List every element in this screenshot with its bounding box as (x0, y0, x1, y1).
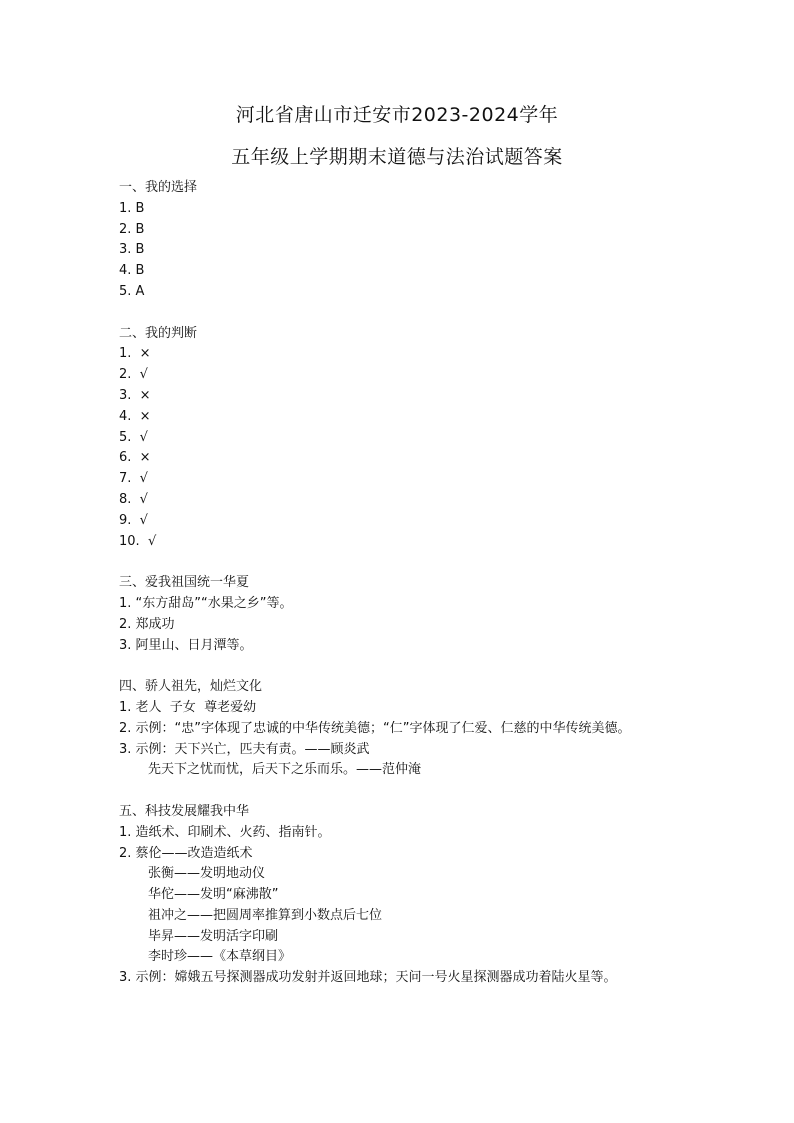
section-5-answer-2-match-4: 毕昇——发明活字印刷 (148, 928, 279, 944)
section-3-answer-3: 3. 阿里山、日月潭等。 (119, 637, 253, 653)
section-2-answer-6: 6. × (119, 450, 151, 466)
section-2-answer-7: 7. √ (119, 471, 148, 487)
section-5-answer-2-match-2: 华佗——发明“麻沸散” (148, 887, 279, 903)
section-3-answer-1: 1. “东方甜岛”“水果之乡”等。 (119, 595, 293, 611)
section-1-heading: 一、我的选择 (119, 180, 198, 195)
section-4-answer-3-continued: 先天下之忧而忧，后天下之乐而乐。——范仲淹 (148, 762, 422, 778)
section-2-answer-2: 2. √ (119, 367, 148, 383)
section-2-answer-10: 10. √ (119, 533, 157, 549)
section-4-answer-2: 2. 示例：“忠”字体现了忠诚的中华传统美德；“仁”字体现了仁爱、仁慈的中华传统美德。 (119, 720, 631, 736)
answer-body (119, 178, 679, 989)
section-4-answer-1: 1. 老人 子女 尊老爱幼 (119, 699, 257, 715)
section-1-answer-2: 2. B (119, 221, 145, 237)
spacer (119, 656, 679, 677)
section-2-answer-4: 4. × (119, 408, 151, 424)
section-3-heading: 三、爱我祖国统一华夏 (119, 575, 250, 591)
section-2-answer-5: 5. √ (119, 429, 148, 445)
spacer (119, 303, 679, 324)
section-1-answer-3: 3. B (119, 242, 145, 258)
section-2-answer-9: 9. √ (119, 512, 148, 528)
section-2-answer-8: 8. √ (119, 491, 148, 507)
spacer (119, 781, 679, 802)
section-5-answer-2: 2. 蔡伦——改造造纸术 (119, 845, 253, 861)
document-title-line-1: 河北省唐山市迁安市2023-2024学年 (235, 104, 559, 126)
section-2-answer-1: 1. × (119, 346, 151, 362)
section-5-answer-3: 3. 示例：嫦娥五号探测器成功发射并返回地球；天问一号火星探测器成功着陆火星等。 (119, 970, 617, 986)
spacer (119, 552, 679, 573)
document-title-line-2: 五年级上学期期末道德与法治试题答案 (231, 146, 563, 168)
section-1-answer-1: 1. B (119, 200, 145, 216)
section-5-answer-1: 1. 造纸术、印刷术、火药、指南针。 (119, 824, 331, 840)
section-1-answer-4: 4. B (119, 263, 145, 279)
section-1-answer-5: 5. A (119, 283, 145, 299)
section-4-heading: 四、骄人祖先，灿烂文化 (119, 679, 263, 695)
section-5-answer-2-match-3: 祖冲之——把圆周率推算到小数点后七位 (148, 907, 383, 923)
section-5-answer-2-match-5: 李时珍——《本草纲目》 (148, 949, 292, 965)
section-5-answer-2-match-1: 张衡——发明地动仪 (148, 866, 266, 882)
section-4-answer-3: 3. 示例：天下兴亡，匹夫有责。——顾炎武 (119, 741, 370, 757)
section-2-answer-3: 3. × (119, 387, 151, 403)
section-5-heading: 五、科技发展耀我中华 (119, 803, 250, 819)
section-2-heading: 二、我的判断 (119, 325, 198, 341)
section-3-answer-2: 2. 郑成功 (119, 616, 175, 632)
